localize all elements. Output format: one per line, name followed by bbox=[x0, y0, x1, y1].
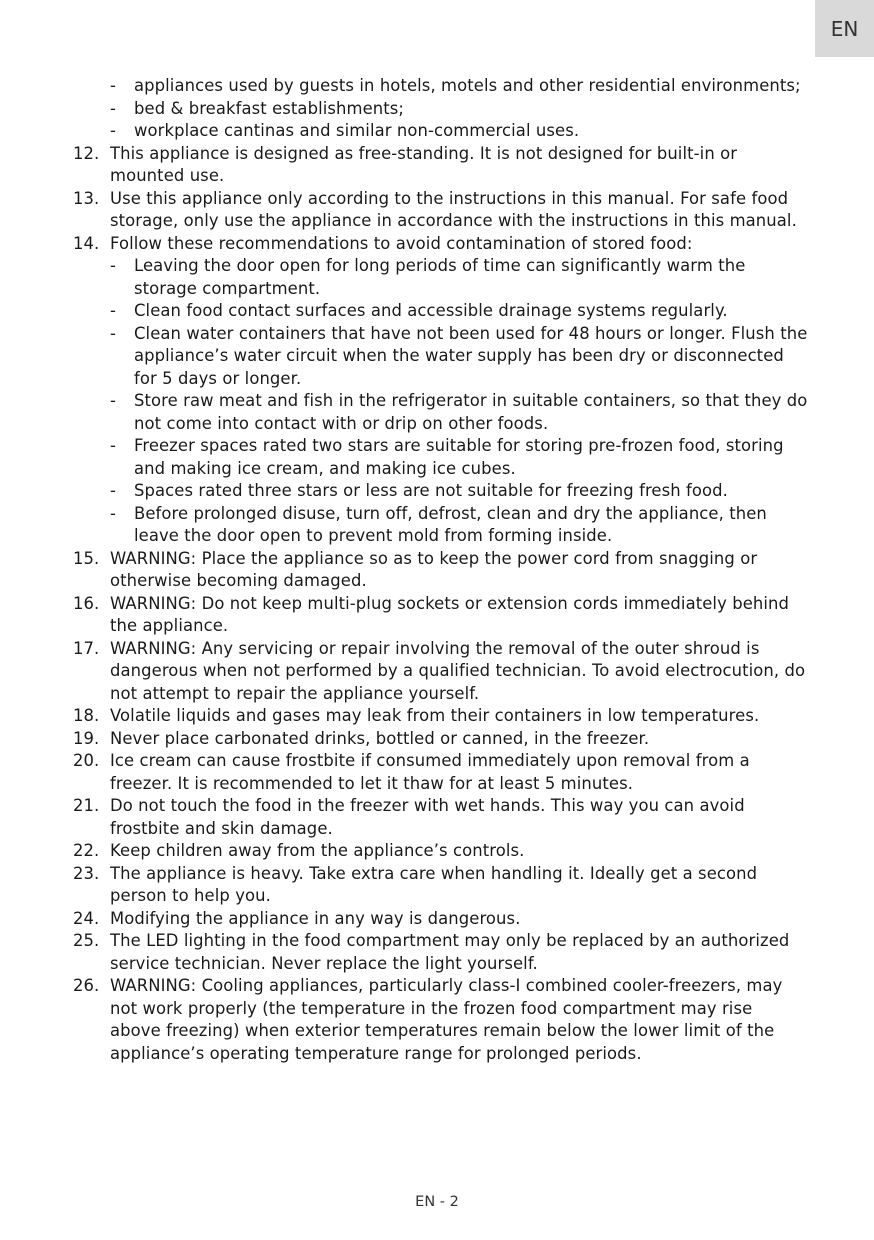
bullet-dash: - bbox=[110, 323, 117, 343]
list-item bbox=[73, 728, 808, 751]
item-text: Ice cream can cause frostbite if consumed immediately upon removal from a freezer. It is recommended to let it thaw for at least 5 minutes. bbox=[110, 751, 750, 793]
bullet-dash: - bbox=[110, 76, 117, 95]
list-item bbox=[73, 908, 808, 931]
list-item bbox=[73, 548, 808, 593]
sub-bullet bbox=[110, 300, 808, 323]
item-text: Never place carbonated drinks, bottled or canned, in the freezer. bbox=[110, 728, 650, 748]
bullet-dash: - bbox=[110, 98, 117, 118]
bullet-dash: - bbox=[110, 391, 117, 410]
list-item bbox=[73, 593, 808, 638]
sub-bullet bbox=[110, 323, 808, 391]
item-number: 19. bbox=[73, 728, 100, 748]
bullet-dash: - bbox=[110, 436, 117, 455]
item-text: WARNING: Do not keep multi-plug sockets or extension cords immediately behind the appliance. bbox=[110, 593, 790, 635]
bullet-dash: - bbox=[110, 301, 117, 320]
item-number: 12. bbox=[73, 143, 100, 163]
list-item bbox=[73, 638, 808, 706]
bullet-dash: - bbox=[110, 121, 117, 140]
item-number: 15. bbox=[73, 548, 100, 568]
item-number: 16. bbox=[73, 593, 100, 613]
bullet-dash: - bbox=[110, 481, 117, 500]
item-number: 20. bbox=[73, 751, 100, 770]
item-number: 17. bbox=[73, 638, 100, 658]
sub-bullet-text: Spaces rated three stars or less are not suitable for freezing fresh food. bbox=[134, 481, 728, 500]
intro-bullet-text: appliances used by guests in hotels, motels and other residential environments; bbox=[134, 76, 801, 95]
sub-bullet bbox=[110, 503, 808, 548]
sub-bullet bbox=[110, 480, 808, 503]
item-text: Follow these recommendations to avoid contamination of stored food: bbox=[110, 233, 693, 253]
item-text: Do not touch the food in the freezer with wet hands. This way you can avoid frostbite and skin damage. bbox=[110, 796, 745, 838]
item-number: 22. bbox=[73, 841, 100, 860]
sub-bullet-text: Before prolonged disuse, turn off, defrost, clean and dry the appliance, then leave the door open to prevent mold from forming inside. bbox=[134, 503, 767, 545]
list-item bbox=[73, 705, 808, 728]
sub-bullet-text: Freezer spaces rated two stars are suitable for storing pre-frozen food, storing and making ice cream, and making ice cubes. bbox=[134, 436, 784, 478]
list-item bbox=[73, 233, 808, 548]
sub-bullet-text: Store raw meat and fish in the refrigerator in suitable containers, so that they do not come into contact with or drip on other foods. bbox=[134, 391, 808, 433]
list-item bbox=[73, 143, 808, 188]
item-text: The LED lighting in the food compartment may only be replaced by an authorized service technician. Never replace the light yourself. bbox=[110, 931, 790, 973]
item-number: 13. bbox=[73, 188, 100, 208]
language-tab: EN bbox=[815, 0, 874, 57]
item-text: WARNING: Place the appliance so as to keep the power cord from snagging or otherwise becoming damaged. bbox=[110, 548, 758, 590]
sub-bullet bbox=[110, 255, 808, 300]
sub-bullet bbox=[110, 390, 808, 435]
item-text: WARNING: Cooling appliances, particularly class-I combined cooler-freezers, may not work properly (the temperature in the frozen food compartment may rise above freezing) when exterior temperatures remain below the lower limit of the appliance’s operating temperature range for prolonged periods. bbox=[110, 976, 783, 1063]
sub-bullet-text: Leaving the door open for long periods of time can significantly warm the storage compartment. bbox=[134, 256, 746, 298]
item-text: This appliance is designed as free-standing. It is not designed for built-in or mounted use. bbox=[110, 143, 738, 185]
item-number: 14. bbox=[73, 233, 100, 253]
item-text: Use this appliance only according to the instructions in this manual. For safe food storage, only use the appliance in accordance with the instructions in this manual. bbox=[110, 188, 797, 230]
list-item bbox=[73, 795, 808, 840]
list-item bbox=[73, 930, 808, 975]
list-item bbox=[73, 188, 808, 233]
sub-bullet-text: Clean food contact surfaces and accessible drainage systems regularly. bbox=[134, 301, 728, 320]
page-number: EN - 2 bbox=[415, 1194, 459, 1210]
item-number: 24. bbox=[73, 908, 100, 928]
item-number: 26. bbox=[73, 976, 100, 995]
list-item bbox=[73, 863, 808, 908]
list-item bbox=[73, 840, 808, 863]
item-text: The appliance is heavy. Take extra care when handling it. Ideally get a second person to help you. bbox=[110, 863, 758, 905]
bullet-dash: - bbox=[110, 503, 117, 523]
intro-bullet-text: bed & breakfast establishments; bbox=[134, 98, 405, 118]
item-body bbox=[110, 233, 808, 548]
list-item bbox=[73, 750, 808, 795]
sub-bullet bbox=[110, 435, 808, 480]
intro-bullet bbox=[73, 120, 808, 143]
item-number: 21. bbox=[73, 796, 100, 815]
safety-instructions-list bbox=[73, 75, 808, 1065]
item-number: 18. bbox=[73, 706, 100, 725]
sub-bullet-text: Clean water containers that have not been used for 48 hours or longer. Flush the appliance’s water circuit when the water supply has been dry or disconnected for 5 days or longer. bbox=[134, 323, 808, 388]
item-number: 23. bbox=[73, 863, 100, 883]
item-text: Modifying the appliance in any way is dangerous. bbox=[110, 908, 521, 928]
item-text: Volatile liquids and gases may leak from their containers in low temperatures. bbox=[110, 706, 760, 725]
intro-bullet-text: workplace cantinas and similar non-commercial uses. bbox=[134, 121, 580, 140]
list-item bbox=[73, 975, 808, 1065]
item-text: Keep children away from the appliance’s controls. bbox=[110, 841, 525, 860]
intro-bullet bbox=[73, 98, 808, 121]
item-text: WARNING: Any servicing or repair involving the removal of the outer shroud is dangerous when not performed by a qualified technician. To avoid electrocution, do not attempt to repair the appliance yourself. bbox=[110, 638, 806, 703]
bullet-dash: - bbox=[110, 256, 117, 275]
intro-bullet bbox=[73, 75, 808, 98]
item-number: 25. bbox=[73, 931, 100, 950]
